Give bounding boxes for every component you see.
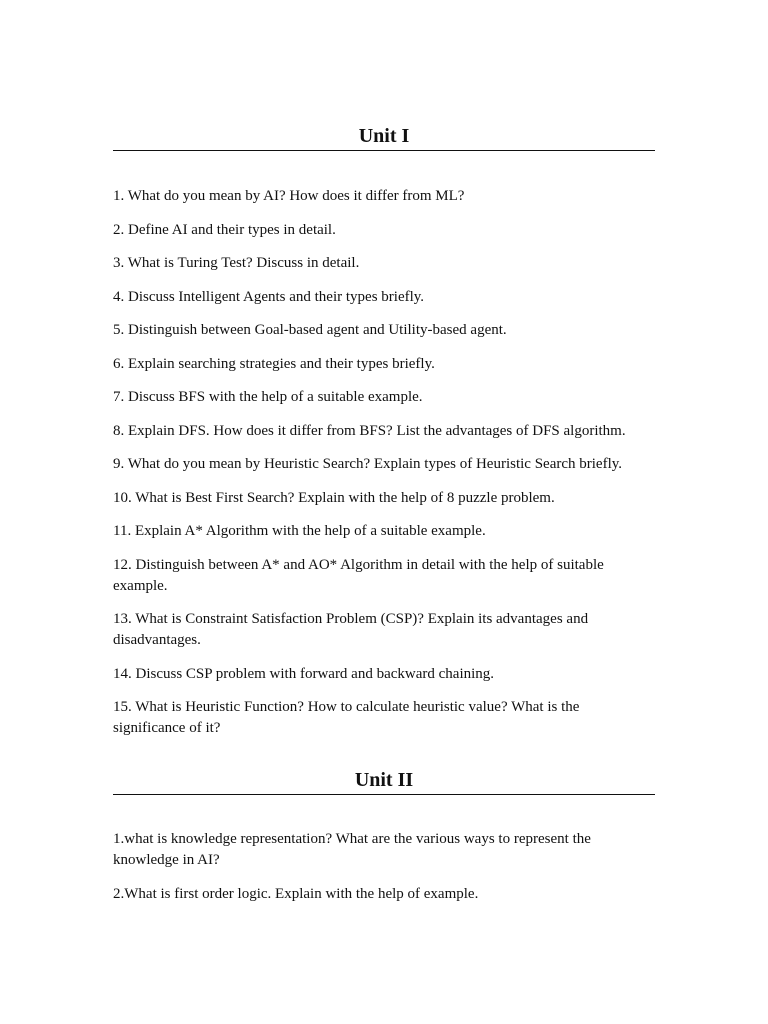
unit-1-question-5: 5. Distinguish between Goal-based agent and Utility-based agent. [113,322,507,338]
unit-1-question-10: 10. What is Best First Search? Explain with the help of 8 puzzle problem. [113,489,555,506]
unit-1-question-2: 2. Define AI and their types in detail. [113,221,336,238]
unit-1-question-7: 7. Discuss BFS with the help of a suitable example. [113,389,423,405]
unit-2-question-list [113,829,655,917]
unit-1-heading: Unit I [113,124,655,151]
unit-1-question-1: 1. What do you mean by AI? How does it differ from ML? [113,188,465,204]
unit-1-question-11: 11. Explain A* Algorithm with the help of a suitable example. [113,523,486,539]
unit-1-question-list [113,186,655,752]
unit-2-heading: Unit II [113,768,655,795]
unit-1-question-15: 15. What is Heuristic Function? How to calculate heuristic value? What is the significance of it? [113,699,580,736]
unit-2-question-2: 2.What is first order logic. Explain with the help of example. [113,885,479,902]
unit-1-question-13: 13. What is Constraint Satisfaction Problem (CSP)? Explain its advantages and disadvantages. [113,611,589,648]
unit-1-question-14: 14. Discuss CSP problem with forward and backward chaining. [113,665,495,682]
unit-1-question-4: 4. Discuss Intelligent Agents and their types briefly. [113,288,425,305]
unit-1-question-9: 9. What do you mean by Heuristic Search? Explain types of Heuristic Search briefly. [113,456,623,472]
unit-2-question-1: 1.what is knowledge representation? What are the various ways to represent the knowledge in AI? [113,831,591,868]
unit-1-question-12: 12. Distinguish between A* and AO* Algorithm in detail with the help of suitable example. [113,556,604,594]
unit-1-question-8: 8. Explain DFS. How does it differ from BFS? List the advantages of DFS algorithm. [113,422,626,439]
unit-1-question-3: 3. What is Turing Test? Discuss in detail. [113,255,360,271]
unit-1-question-6: 6. Explain searching strategies and their types briefly. [113,355,435,372]
